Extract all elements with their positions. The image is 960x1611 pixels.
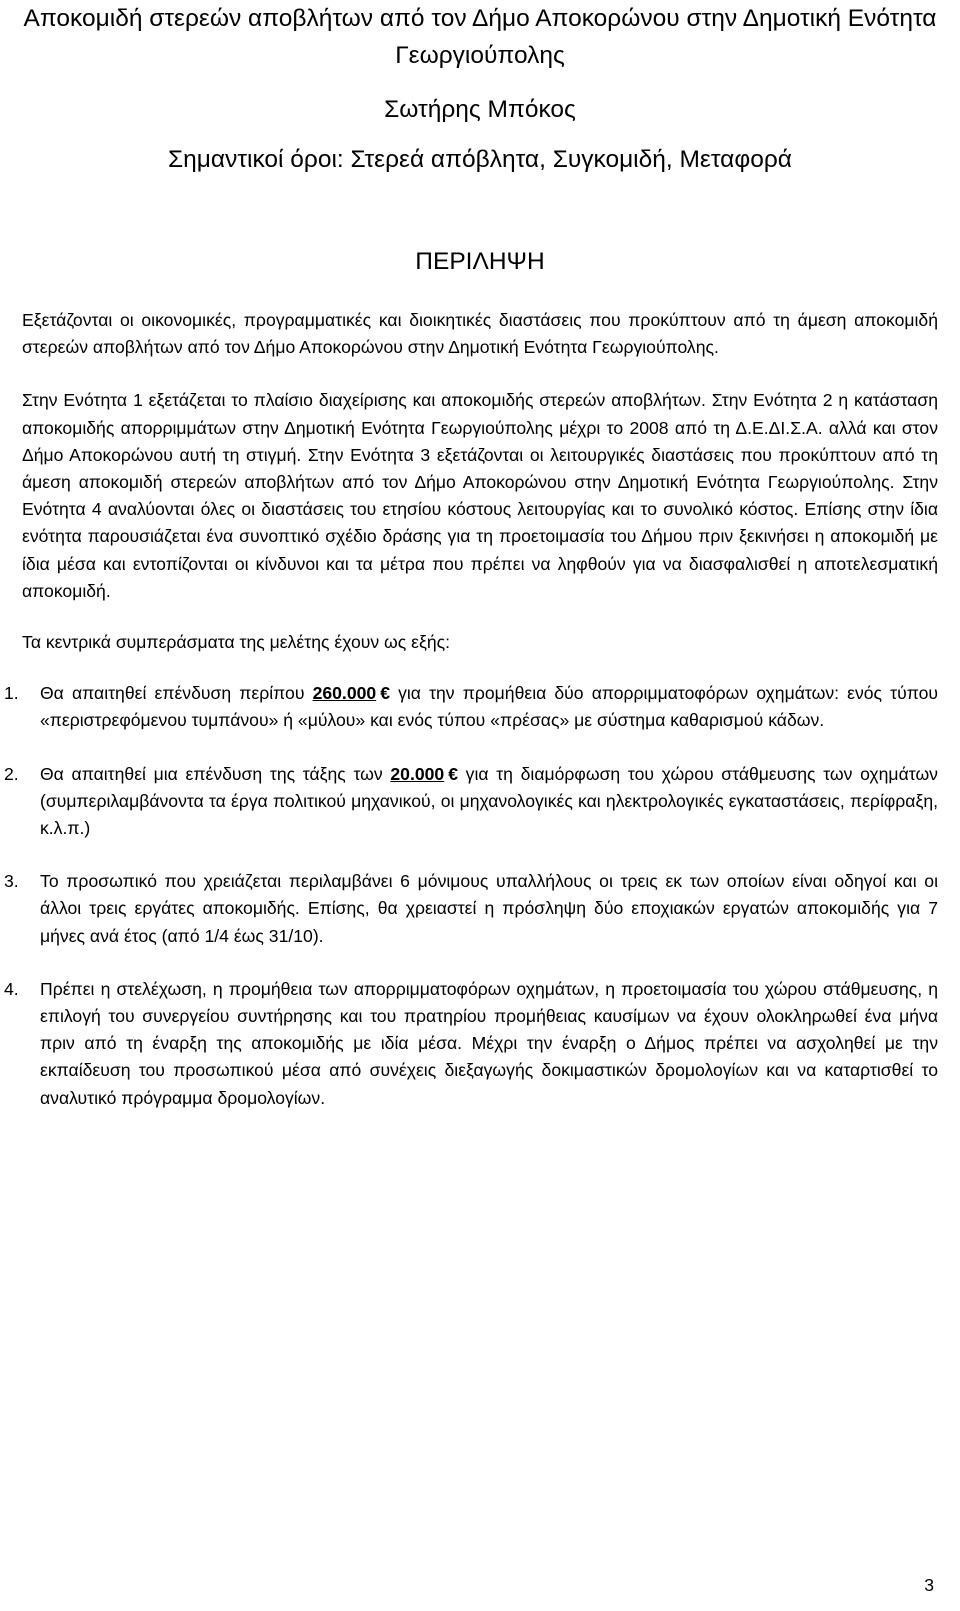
author-name: Σωτήρης Μπόκος xyxy=(384,96,576,123)
list-item-number: 4. xyxy=(4,978,19,999)
list-item-number: 1. xyxy=(4,683,19,704)
list-item xyxy=(4,976,938,1112)
keywords-line: Σημαντικοί όροι: Στερεά απόβλητα, Συγκομιδή, Μεταφορά xyxy=(168,146,792,173)
euro-symbol: € xyxy=(380,683,390,704)
list-item xyxy=(4,680,938,734)
list-item-number: 3. xyxy=(4,871,19,892)
list-item-number: 2. xyxy=(4,763,19,784)
list-item-text: Το προσωπικό που χρειάζεται περιλαμβάνει 6 μόνιμους υπαλλήλους οι τρεις εκ των οποίων είναι οδηγοί και οι άλλοι τρεις εργάτες αποκομιδής. Επίσης, θα χρειαστεί η πρόσληψη δύο εποχιακών εργατών αποκομιδής για 7 μήνες ανά έτος (από 1/4 έως 31/10). xyxy=(40,871,938,946)
abstract-heading: ΠΕΡΙΛΗΨΗ xyxy=(415,248,545,275)
list-item-text-after: για την προμήθεια δύο απορριμματοφόρων οχημάτων: ενός τύπου «περιστρεφόμενου τυμπάνου» ή «μύλου» και ενός τύπου «πρέσας» με σύστημα καθαρισμού κάδων. xyxy=(40,683,938,731)
list-item-text-before: Θα απαιτηθεί μια επένδυση της τάξης των xyxy=(40,763,391,784)
list-item xyxy=(4,761,938,843)
document-page xyxy=(4,0,938,1138)
list-item-text: Πρέπει η στελέχωση, η προμήθεια των απορριμματοφόρων οχημάτων, η προετοιμασία του χώρου στάθμευσης, η επιλογή του συνεργείου συντήρησης και του πρατηρίου προμήθειας καυσίμων να έχουν ολοκληρωθεί ένα μήνα πριν από τη έναρξη της αποκομιδής με ιδία μέσα. Μέχρι την έναρξη ο Δήμος πρέπει να ασχοληθεί με την εκπαίδευση του προσωπικού μέσα από συνέχεις διεξαγωγής δοκιμαστικών δρομολογίων και να καταρτισθεί το αναλυτικό πρόγραμμα δρομολογίων. xyxy=(40,978,938,1108)
list-item-text xyxy=(40,680,938,734)
list-item-text xyxy=(40,761,938,843)
list-item-text-after: για τη διαμόρφωση του χώρου στάθμευσης των οχημάτων (συμπεριλαμβάνοντα τα έργα πολιτικού μηχανικού, οι μηχανολογικές και ηλεκτρολογικές εγκαταστάσεις, περίφραξη, κ.λ.π.) xyxy=(40,763,938,839)
conclusions-list xyxy=(4,680,938,1112)
investment-amount: 20.000 xyxy=(390,763,445,784)
intro-paragraph: Εξετάζονται οι οικονομικές, προγραμματικές και διοικητικές διαστάσεις που προκύπτουν από τη άμεση αποκομιδή στερεών αποβλήτων από τον Δήμο Αποκορώνου στην Δημοτική Ενότητα Γεωργιούπολης. xyxy=(22,310,938,358)
investment-amount: 260.000 xyxy=(312,683,377,704)
list-item xyxy=(4,868,938,950)
euro-symbol: € xyxy=(448,763,458,784)
conclusions-intro: Τα κεντρικά συμπεράσματα της μελέτης έχουν ως εξής: xyxy=(22,632,451,653)
list-item-text-before: Θα απαιτηθεί επένδυση περίπου xyxy=(40,683,313,704)
document-title: Αποκομιδή στερεών αποβλήτων από τον Δήμο Αποκορώνου στην Δημοτική Ενότητα Γεωργιούπολης xyxy=(23,5,937,69)
sections-paragraph: Στην Ενότητα 1 εξετάζεται το πλαίσιο διαχείρισης και αποκομιδής στερεών αποβλήτων. Στην Ενότητα 2 η κατάσταση αποκομιδής απορριμμάτων στην Δημοτική Ενότητα Γεωργιούπολης μέχρι το 2008 από τη Δ.Ε.ΔΙ.Σ.Α. αλλά και στον Δήμο Αποκορώνου αυτή τη στιγμή. Στην Ενότητα 3 εξετάζονται οι λειτουργικές διαστάσεις που προκύπτουν από τη άμεση αποκομιδή στερεών αποβλήτων από τον Δήμο Αποκορώνου στην Δημοτική Ενότητα Γεωργιούπολης. Στην Ενότητα 4 αναλύονται όλες οι διαστάσεις του ετησίου κόστους λειτουργίας και το συνολικό κόστος. Επίσης στην ίδια ενότητα παρουσιάζεται ένα συνοπτικό σχέδιο δράσης για τη προετοιμασία του Δήμου πριν ξεκινήσει η αποκομιδή με ίδια μέσα και εντοπίζονται οι κίνδυνοι και τα μέτρα που πρέπει να ληφθούν για να διασφαλισθεί η αποτελεσματική αποκομιδή. xyxy=(22,390,938,601)
page-number: 3 xyxy=(924,1575,934,1595)
